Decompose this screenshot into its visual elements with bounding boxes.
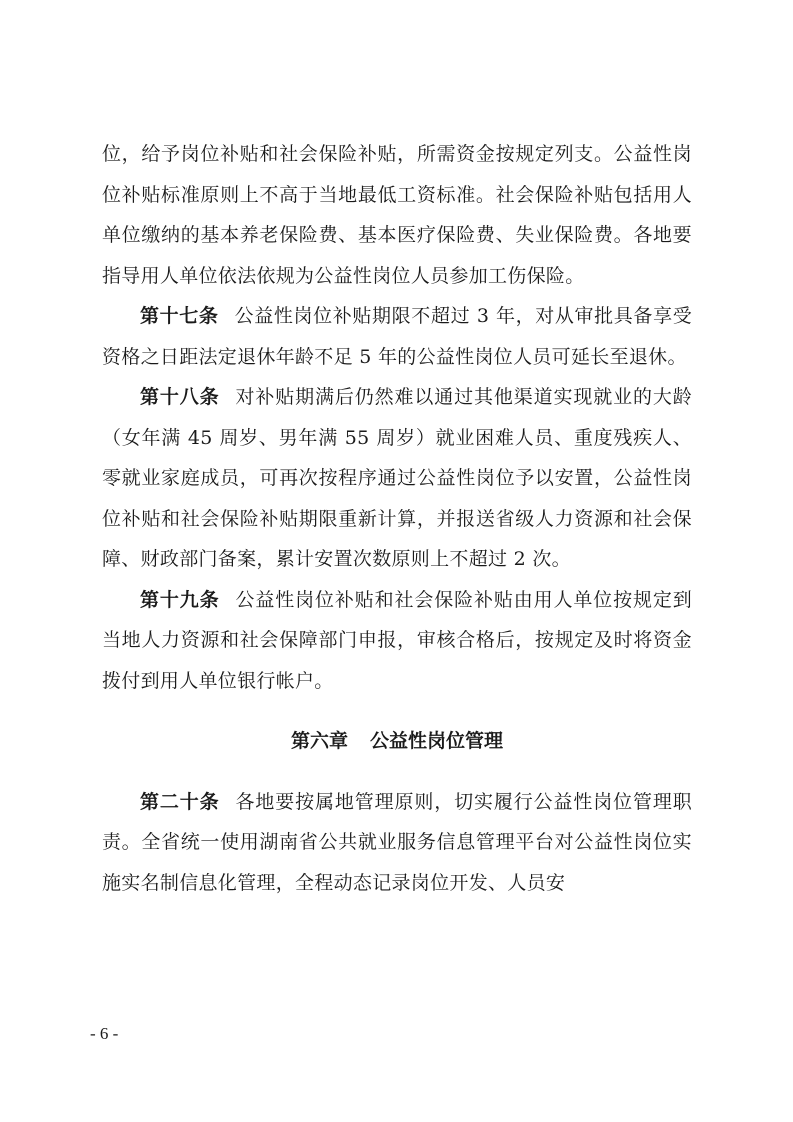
paragraph-text: 位，给予岗位补贴和社会保险补贴，所需资金按规定列支。公益性岗位补贴标准原则上不高于当地最低工资标准。社会保险补贴包括用人单位缴纳的基本养老保险费、基本医疗保险费、失业保险费。各地要指导用人单位依法依规为公益性岗位人员参加工伤保险。	[102, 143, 692, 287]
article-20	[102, 782, 692, 904]
paragraph-continued	[102, 134, 692, 296]
article-text: 公益性岗位补贴和社会保险补贴由用人单位按规定到当地人力资源和社会保障部门申报，审核合格后，按规定及时将资金拨付到用人单位银行帐户。	[102, 588, 693, 692]
article-19	[102, 580, 692, 702]
article-text: 各地要按属地管理原则，切实履行公益性岗位管理职责。全省统一使用湖南省公共就业服务信息管理平台对公益性岗位实施实名制信息化管理，全程动态记录岗位开发、人员安	[102, 790, 693, 894]
chapter-heading	[102, 701, 692, 782]
article-number: 第二十条	[140, 790, 220, 813]
article-17	[102, 296, 692, 377]
article-number: 第十八条	[140, 386, 220, 408]
chapter-number: 第六章	[290, 730, 348, 752]
article-text: 公益性岗位补贴期限不超过 3 年，对从审批具备享受资格之日距法定退休年龄不足 5 年的公益性岗位人员可延长至退休。	[102, 305, 693, 368]
article-number: 第十七条	[140, 305, 219, 327]
chapter-title: 公益性岗位管理	[370, 730, 504, 752]
body-text	[102, 134, 692, 903]
article-text: 对补贴期满后仍然难以通过其他渠道实现就业的大龄（女年满 45 周岁、男年满 55 周岁）就业困难人员、重度残疾人、零就业家庭成员，可再次按程序通过公益性岗位予以安置，公益性岗位补贴和社会保险补贴期限重新计算，并报送省级人力资源和社会保障、财政部门备案，累计安置次数原则上不超过 2 次。	[102, 386, 693, 570]
article-18	[102, 377, 692, 580]
page-number: - 6 -	[90, 1024, 119, 1043]
article-number: 第十九条	[140, 588, 220, 611]
